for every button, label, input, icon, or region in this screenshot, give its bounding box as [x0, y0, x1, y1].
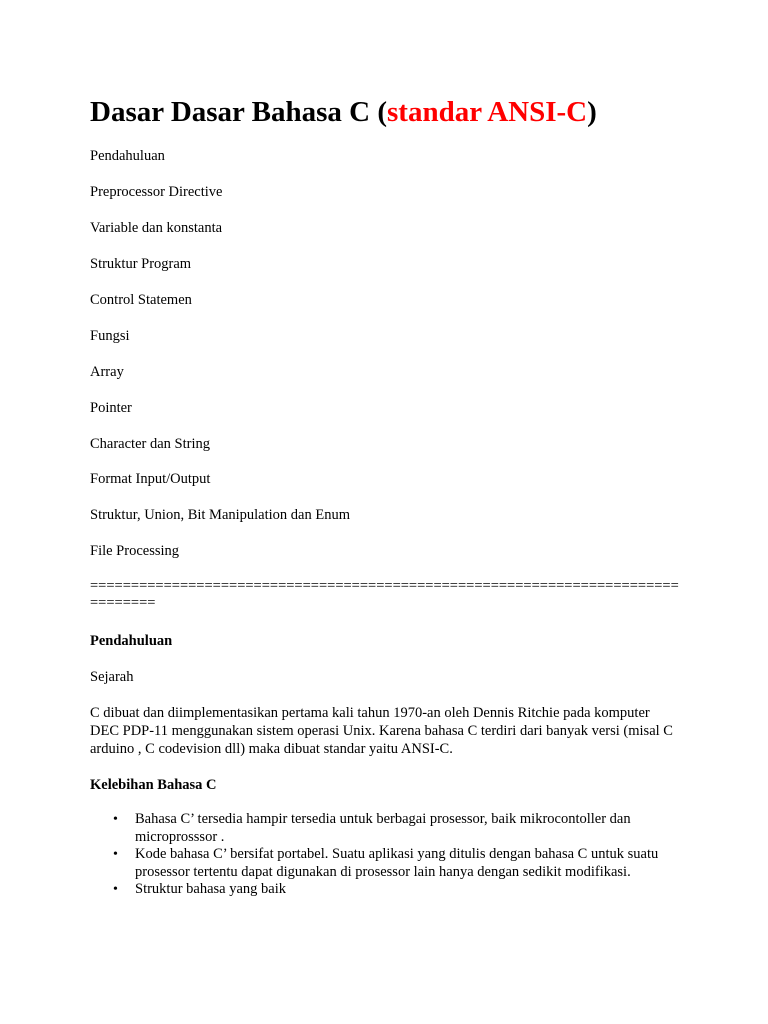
title-accent: standar ANSI-C [387, 96, 588, 128]
toc-item-file-processing: File Processing [90, 543, 180, 559]
toc-item-array: Array [90, 364, 124, 380]
title-prefix: Dasar Dasar Bahasa C ( [90, 96, 388, 128]
list-item [90, 881, 680, 899]
section-heading-pendahuluan: Pendahuluan [90, 633, 173, 649]
toc-item-preprocessor-directive: Preprocessor Directive [90, 184, 223, 200]
subheading-sejarah: Sejarah [90, 669, 134, 685]
list-item-text: Bahasa C’ tersedia hampir tersedia untuk berbagai prosessor, baik mikrocontoller dan microprosssor . [135, 811, 631, 845]
advantages-list [90, 811, 680, 899]
list-item-text: Kode bahasa C’ bersifat portabel. Suatu aplikasi yang ditulis dengan bahasa C untuk suatu prosessor tertentu dapat digunakan di prosessor lain hanya dengan sedikit modifikasi. [135, 846, 659, 880]
separator-line: ================================================================================ [90, 578, 679, 611]
document-title [90, 94, 597, 130]
toc-item-pointer: Pointer [90, 400, 132, 416]
title-suffix: ) [587, 96, 597, 128]
list-item [90, 846, 680, 881]
toc-item-character-string: Character dan String [90, 436, 210, 452]
toc-item-control-statemen: Control Statemen [90, 292, 192, 308]
bullet-icon: • [113, 812, 118, 827]
toc-item-struktur-program: Struktur Program [90, 256, 192, 272]
bullet-icon: • [113, 847, 118, 862]
history-paragraph: C dibuat dan diimplementasikan pertama kali tahun 1970-an oleh Dennis Ritchie pada komputer DEC PDP-11 menggunakan sistem operasi Unix. Karena bahasa C terdiri dari banyak versi (misal C arduino , C codevision dll) maka dibuat standar yaitu ANSI-C. [90, 705, 673, 757]
toc-item-fungsi: Fungsi [90, 328, 130, 344]
toc-item-pendahuluan: Pendahuluan [90, 148, 165, 164]
advantages-heading: Kelebihan Bahasa C [90, 777, 217, 793]
list-item [90, 811, 680, 846]
toc-item-struktur-union-enum: Struktur, Union, Bit Manipulation dan Enum [90, 507, 351, 523]
toc-item-variable-konstanta: Variable dan konstanta [90, 220, 223, 236]
bullet-icon: • [113, 882, 118, 897]
toc-item-format-input-output: Format Input/Output [90, 471, 211, 487]
list-item-text: Struktur bahasa yang baik [135, 881, 287, 897]
